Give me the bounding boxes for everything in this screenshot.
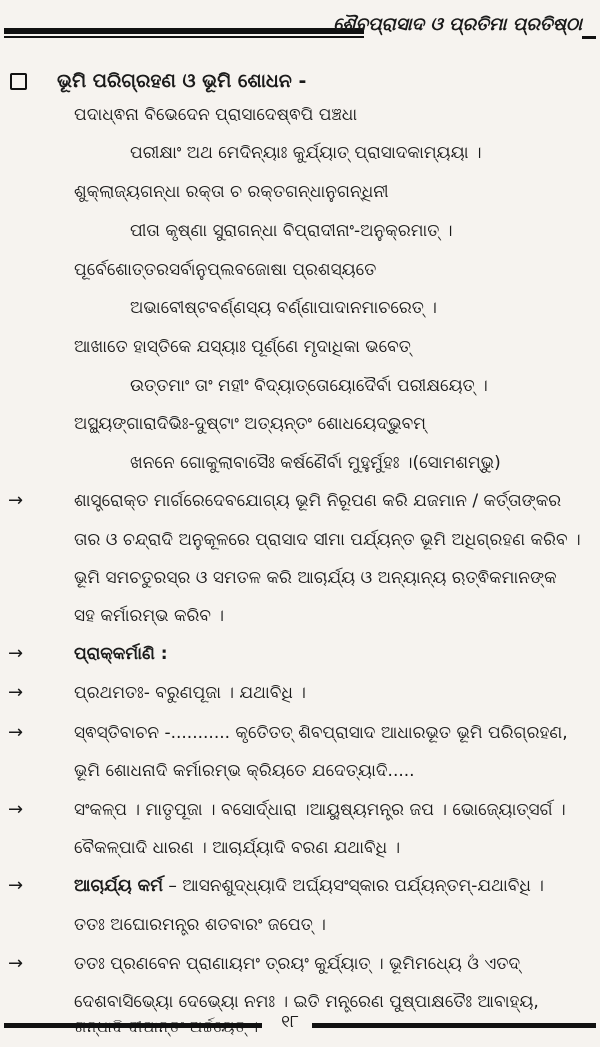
checkbox-bullet-icon [10,73,27,90]
verse-line: ଆଖାତେ ହାସ୍ତିକେ ଯସ୍ୟାଃ ପୂର୍ଣ୍ଣେ ମୃଦାଧିକା ଭବେତ୍ [74,337,411,357]
verse-line: ପରୀକ୍ଷାଂ ଅଥ ମେଦିନ୍ୟାଃ କୁର୍ଯ୍ୟାତ୍ ପ୍ରାସାଦକାମ୍ୟୟା । [130,143,482,163]
header-title: ଶୈବପ୍ରାସାଦ ଓ ପ୍ରତିମା ପ୍ରତିଷ୍ଠା [333,14,582,35]
page-header [0,0,600,44]
verse-line: ପୂର୍ବେଶୋତ୍ତରସର୍ବାନୁପ୍ଲବଜୋଷା ପ୍ରଶସ୍ୟତେ [74,260,377,280]
section-title: ଭୂମି ପରିଗ୍ରହଣ ଓ ଭୂମି ଶୋଧନ - [57,70,307,92]
verse-line: ଶୁକ୍ଲାଜ୍ୟଗନ୍ଧା ରକ୍ତା ଚ ରକ୍ତଗନ୍ଧାନୁଗନ୍ଧିନୀ [74,182,389,202]
paragraph-line: ତାର ଓ ଚନ୍ଦ୍ରାଦି ଅନୁକୂଳରେ ପ୍ରାସାଦ ସୀମା ପର୍ଯ୍ୟନ୍ତ ଭୂମି ଅଧିଗ୍ରହଣ କରିବ । [74,530,581,550]
paragraph-line: ଦେଶବାସିଭ୍ୟୋ ଦେଭ୍ୟୋ ନମଃ । ଇତି ମନ୍ତ୍ରେଣ ପୁଷ୍ପାକ୍ଷତୈଃ ଆବାହ୍ୟ, [74,992,539,1012]
paragraph-line: ଭୂମି ସମଚତୁରସ୍ର ଓ ସମତଳ କରି ଆଚାର୍ଯ୍ୟ ଓ ଅନ୍ୟାନ୍ୟ ଋତ୍ଵିକମାନଙ୍କ [74,568,557,588]
arrow-icon: → [8,799,24,820]
arrow-icon: → [8,490,24,511]
paragraph-line: ସହ କର୍ମାରମ୍ଭ କରିବ । [74,606,225,626]
header-right-rule [582,36,596,39]
paragraph-line: ବୈକଳ୍ପାଦି ଧାରଣ । ଆଚାର୍ଯ୍ୟାଦି ବରଣ ଯଥାବିଧି । [74,838,401,858]
acharya-karma-text: – ଆସନଶୁଦ୍ଧ୍ୟାଦି ଅର୍ଘ୍ୟସଂସ୍କାର ପର୍ଯ୍ୟନ୍ତମ୍-ଯଥାବିଧି । [162,876,544,896]
arrow-icon: → [8,875,24,896]
header-rule-thin [4,36,364,38]
footer-rule [312,1023,596,1028]
verse-line: ପଦାଧ୍ଵନା ବିଭେଦେନ ପ୍ରାସାଦେଷ୍ଵପି ପଞ୍ଚଧା [74,105,358,125]
subheading: ପ୍ରାକ୍‌କର୍ମାଣି : [74,644,168,664]
paragraph-line: ଭୂମି ଶୋଧନାଦି କର୍ମାରମ୍ଭ କ୍ରିୟତେ ଯଦେତ୍ୟାଦି..... [74,761,415,781]
arrow-icon: → [8,722,24,743]
verse-line: ଖନନେ ଗୋକୁଲାବାସୈଃ କର୍ଷଣୈର୍ବା ମୁହୁର୍ମୁହଃ ।(ସୋମଶମ୍ଭୁ) [130,453,501,473]
verse-line: ଉତ୍ତମାଂ ତାଂ ମହୀଂ ବିଦ୍ୟାତ୍ତୋୟୋଦୈର୍ବା ପରୀକ୍ଷୟେତ୍ । [130,376,488,396]
verse-line: ଅସ୍ଥ୍ୟଙ୍ଗାରାଦିଭିଃ-ଦୁଷ୍ଟାଂ ଅତ୍ୟନ୍ତଂ ଶୋଧୟେଦ୍ଭୁବମ୍ [74,414,426,434]
footer-rule [4,1023,262,1028]
paragraph-line: ସଂକଳ୍ପ । ମାତୃପୂଜା । ବସୋର୍ଦ୍ଧାରା ।ଆୟୁଷ୍ୟମନ୍ତ୍ର ଜପ । ଭୋଜ୍ୟୋତ୍ସର୍ଗ । [74,800,566,820]
paragraph-line [74,874,544,898]
verse-line: ପୀତା କୃଷ୍ଣା ସୁରାଗନ୍ଧା ବିପ୍ରାଦୀନାଂ-ଅନୁକ୍ରମାତ୍ । [130,221,453,241]
page-number: ୧୮ [281,1012,299,1032]
arrow-icon: → [8,682,24,703]
paragraph-line: ତତଃ ପ୍ରଣବେନ ପ୍ରାଣାୟମଂ ତ୍ରୟଂ କୁର୍ଯ୍ୟାତ୍ । ଭୂମିମଧ୍ୟେ ଓଁ ଏତଦ୍ [74,954,521,974]
verse-line: ଅଭାବେୀଷ୍ଟବର୍ଣ୍ଣସ୍ୟ ବର୍ଣ୍ଣାପାଦାନମାଚରେତ୍ । [130,298,437,318]
acharya-karma-label: ଆଚାର୍ଯ୍ୟ କର୍ମ [74,876,163,896]
arrow-icon: → [8,643,24,664]
arrow-icon: → [8,953,24,974]
header-rule [4,28,364,34]
paragraph-line: ତତଃ ଅଘୋରମନ୍ତ୍ର ଶତବାରଂ ଜପେତ୍ । [74,915,326,935]
paragraph-line: ସ୍ଵସ୍ତିବାଚନ -........... କୃତେିତତ୍ ଶିବପ୍ରାସାଦ ଆଧାରଭୂତ ଭୂମି ପରିଗ୍ରହଣ, [74,723,568,743]
paragraph-line: ଶାସ୍ତ୍ରୋକ୍ତ ମାର୍ଗରେଦେବଯୋଗ୍ୟ ଭୂମି ନିରୂପଣ କରି ଯଜମାନ / କର୍ତ୍ତାଙ୍କର [74,491,562,511]
paragraph-line: ପ୍ରଥମତଃ- ବରୁଣପୂଜା । ଯଥାବିଧି । [74,683,306,703]
section-heading [10,66,590,96]
